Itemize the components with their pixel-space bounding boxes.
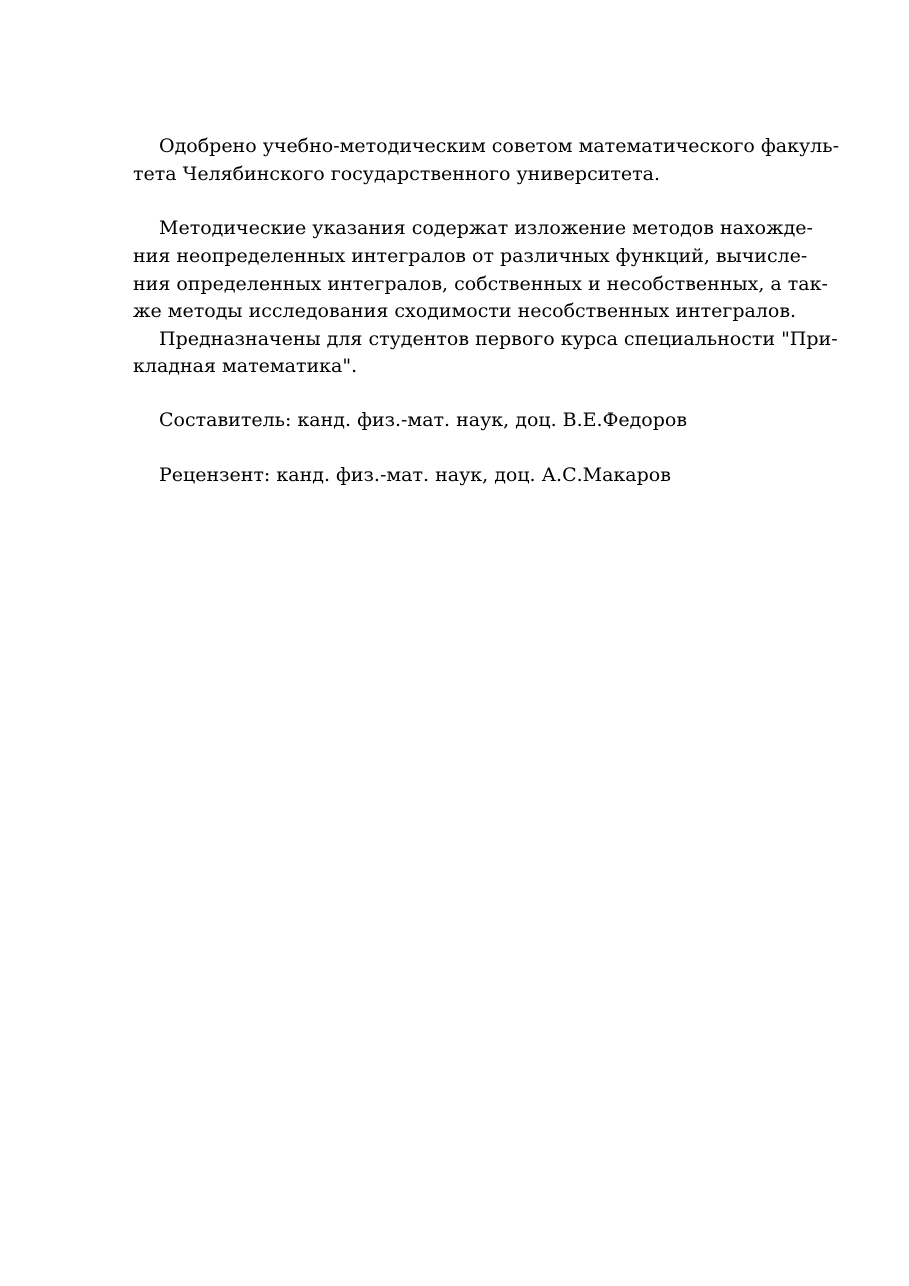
annotation-line-4: же методы исследования сходимости несобственных интегралов. — [133, 300, 797, 322]
purpose-line-2: кладная математика". — [133, 355, 358, 377]
annotation-line-2: ния неопределенных интегралов от различных функций, вычисле- — [133, 245, 808, 267]
reviewer-line: Рецензент: канд. физ.-мат. наук, доц. А.С.Макаров — [159, 464, 671, 486]
annotation-line-3: ния определенных интегралов, собственных и несобственных, а так- — [133, 273, 828, 295]
approval-line-2: тета Челябинского государственного университета. — [133, 163, 661, 185]
annotation-line-1: Методические указания содержат изложение методов нахожде- — [159, 217, 813, 239]
purpose-line-1: Предназначены для студентов первого курса специальности "При- — [159, 328, 838, 350]
compiler-line: Составитель: канд. физ.-мат. наук, доц. В.Е.Федоров — [159, 409, 688, 431]
approval-line-1: Одобрено учебно-методическим советом математического факуль- — [159, 135, 840, 157]
